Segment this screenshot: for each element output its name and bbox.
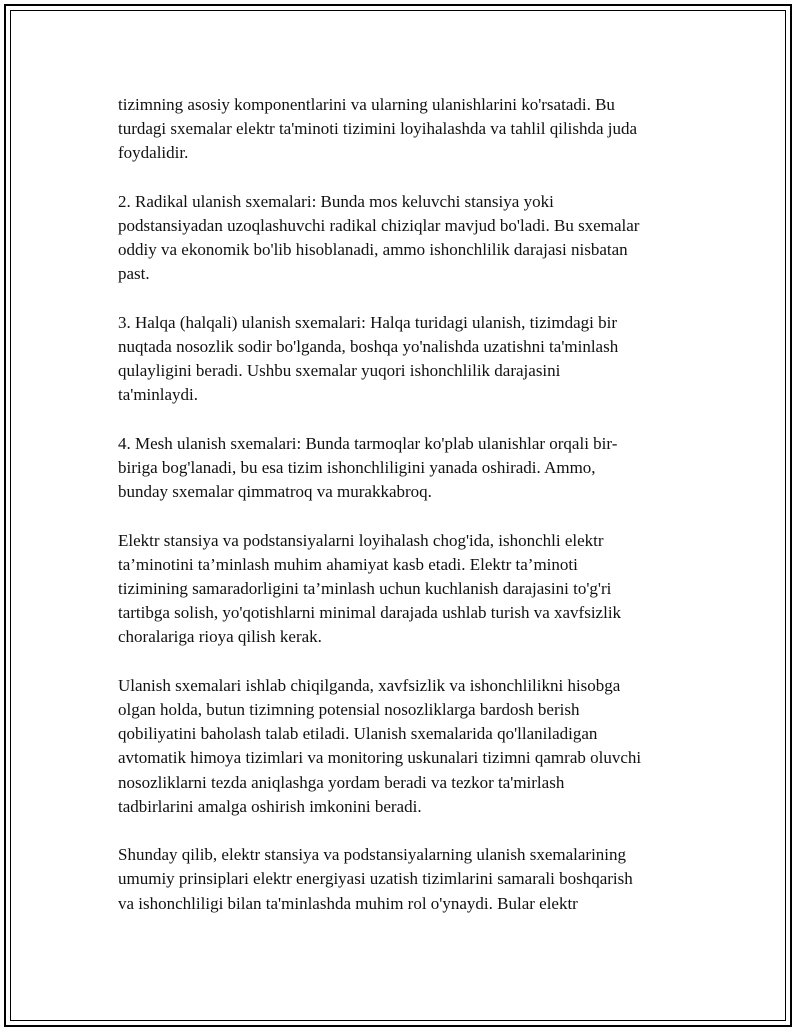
paragraph-safety-evaluation: Ulanish sxemalari ishlab chiqilganda, xavfsizlik va ishonchlilikni hisobga olgan holda, butun tizimning potensial nosozliklarga bardosh berish qobiliyatini baholash talab etiladi. Ulanish sxemalarida qo'llaniladigan avtomatik himoya tizimlari va monitoring uskunalari tizimni qamrab oluvchi nosozliklarni tezda aniqlashga yordam beradi va tezkor ta'mirlash tadbirlarini amalga oshirish imkonini beradi. (118, 675, 642, 816)
paragraph-mesh-schemes: 4. Mesh ulanish sxemalari: Bunda tarmoqlar ko'plab ulanishlar orqali bir- biriga bog'lanadi, bu esa tizim ishonchliligini yanada oshiradi. Ammo, bunday sxemalar qimmatroq va murakkabroq. (118, 433, 618, 502)
paragraph-intro-continuation: tizimning asosiy komponentlarini va ularning ulanishlarini ko'rsatadi. Bu turdagi sxemalar elektr ta'minoti tizimini loyihalashda va tahlil qilishda juda foydalidir. (118, 95, 638, 163)
paragraph-design-reliability: Elektr stansiya va podstansiyalarni loyihalash chog'ida, ishonchli elektr ta’minotini ta’minlash muhim ahamiyat kasb etadi. Elektr ta’minoti tizimining samaradorligini ta’minlash uchun kuchlanish darajasini to'g'ri tartibga solish, yo'qotishlarni minimal darajada ushlab turish va xavfsizlik choralariga rioya qilish kerak. (118, 530, 622, 647)
paragraph-ring-schemes: 3. Halqa (halqali) ulanish sxemalari: Halqa turidagi ulanish, tizimdagi bir nuqtada nosozlik sodir bo'lganda, boshqa yo'nalishda uzatishni ta'minlash qulayligini beradi. Ushbu sxemalar yuqori ishonchlilik darajasini ta'minlaydi. (118, 312, 619, 405)
document-body (118, 93, 698, 940)
paragraph-radial-schemes: 2. Radikal ulanish sxemalari: Bunda mos keluvchi stansiya yoki podstansiyadan uzoqlashuvchi radikal chiziqlar mavjud bo'ladi. Bu sxemalar oddiy va ekonomik bo'lib hisoblanadi, ammo ishonchlilik darajasi nisbatan past. (118, 191, 640, 284)
paragraph-conclusion: Shunday qilib, elektr stansiya va podstansiyalarning ulanish sxemalarining umumiy prinsiplari elektr energiyasi uzatish tizimlarini samarali boshqarish va ishonchliligi bilan ta'minlashda muhim rol o'ynaydi. Bular elektr (118, 845, 633, 913)
